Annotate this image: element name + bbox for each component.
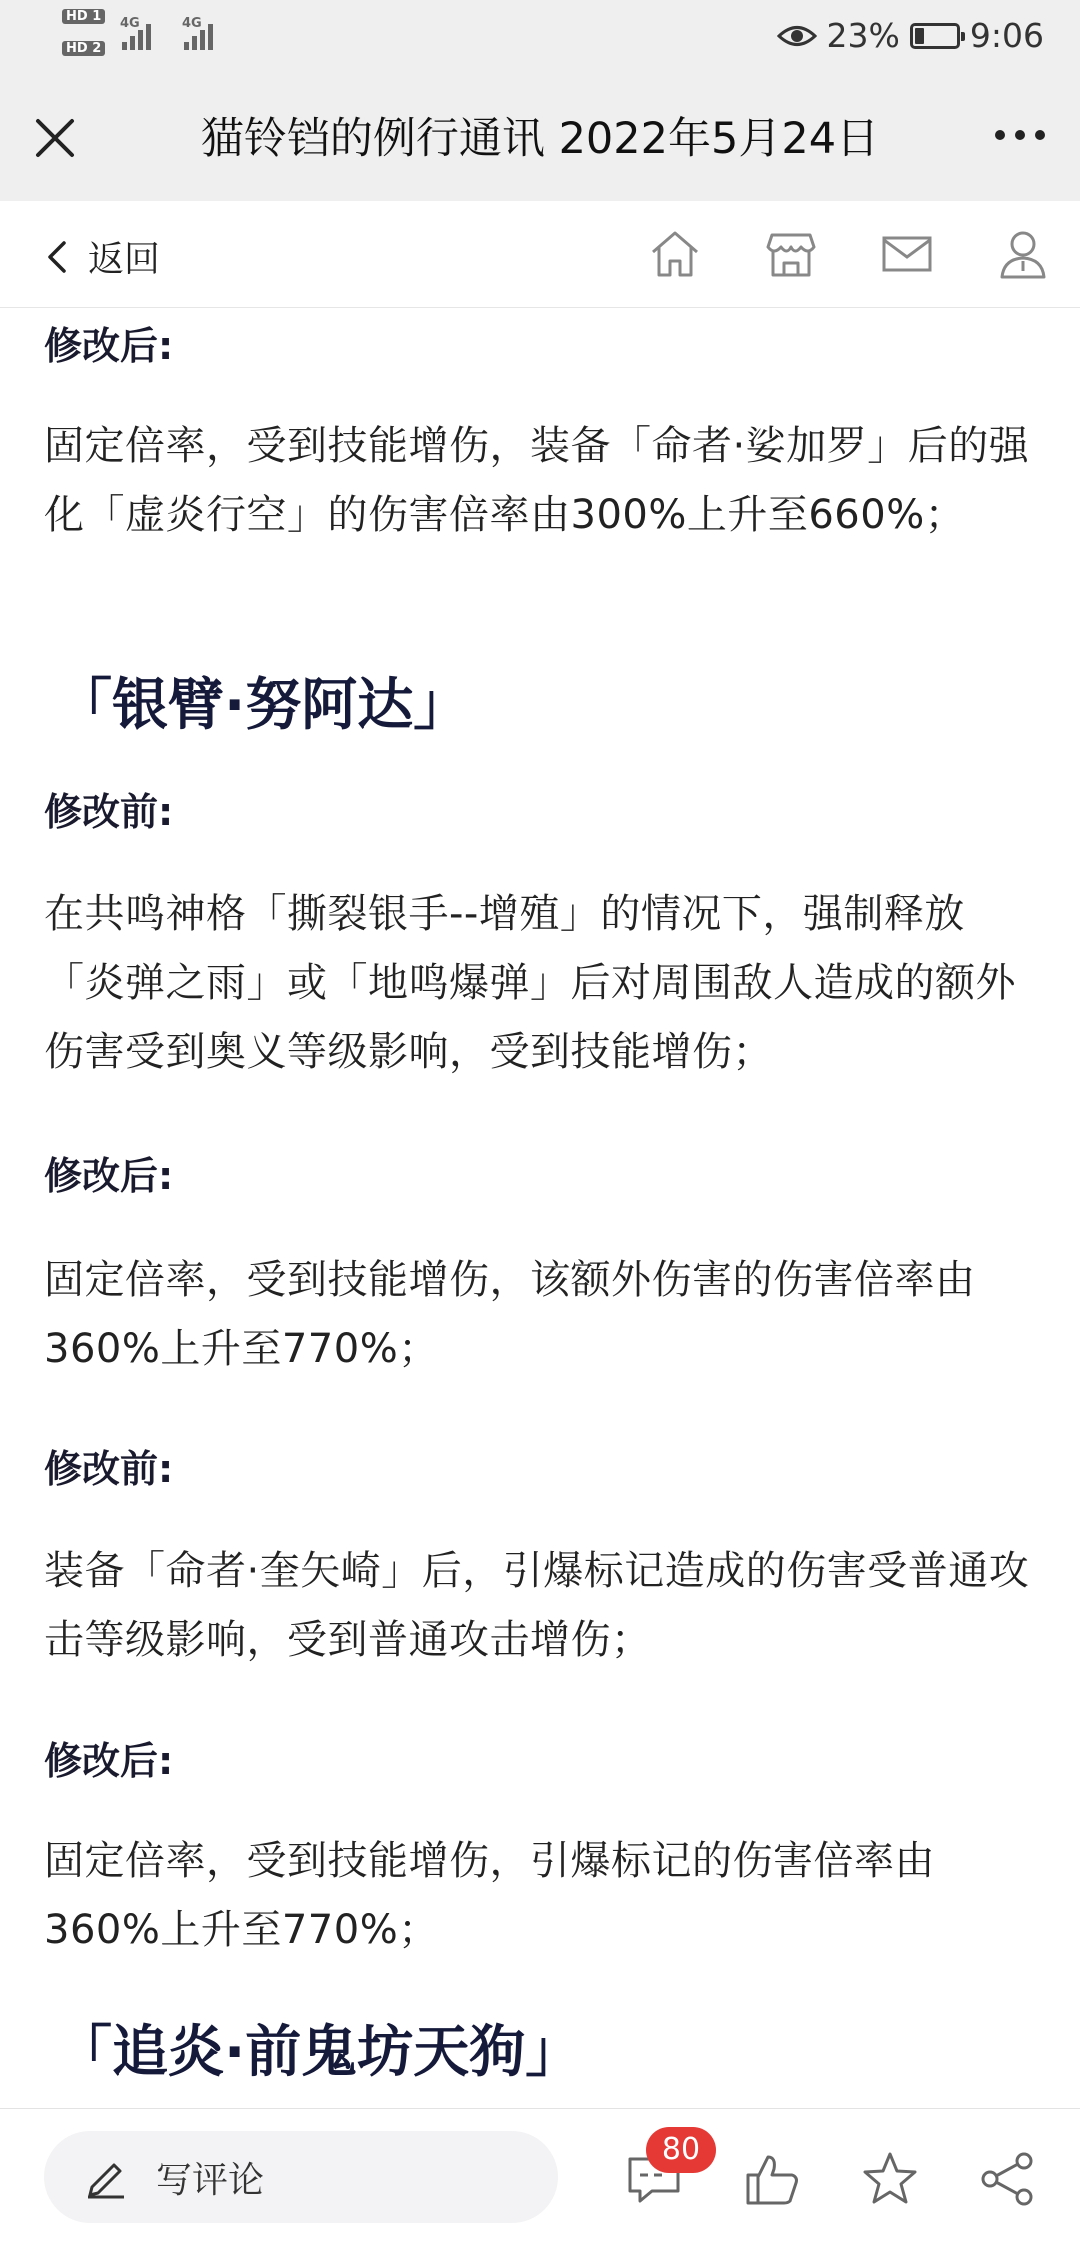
star-icon[interactable]	[860, 2149, 920, 2209]
nav-icons	[648, 227, 1050, 281]
label-before: 修改前:	[44, 1447, 174, 1491]
status-bar	[0, 0, 1080, 75]
chevron-left-icon	[44, 239, 68, 275]
nav-bar	[0, 201, 1080, 308]
battery-percent: 23%	[826, 16, 900, 55]
comment-placeholder: 写评论	[156, 2159, 265, 2201]
paragraph: 装备「命者·奎矢崎」后，引爆标记造成的伤害受普通攻击等级影响，受到普通攻击增伤；	[44, 1548, 1030, 1663]
more-icon[interactable]	[990, 115, 1050, 155]
section-heading: 「追炎·前鬼坊天狗」	[56, 2020, 582, 2085]
status-right	[777, 16, 1044, 55]
sim2-indicator: HD 2	[62, 40, 108, 56]
user-icon[interactable]	[996, 227, 1050, 281]
page-title: 猫铃铛的例行通讯 2022年5月24日	[200, 114, 880, 164]
signal-icon: 4G	[122, 18, 151, 50]
label-after: 修改后:	[44, 1154, 174, 1198]
paragraph: 在共鸣神格「撕裂银手--增殖」的情况下，强制释放「炎弹之雨」或「地鸣爆弹」后对周围敌人造成的额外伤害受到奥义等级影响，受到技能增伤；	[44, 891, 1016, 1075]
label-before: 修改前:	[44, 790, 174, 834]
section-heading: 「银臂·努阿达」	[56, 673, 470, 738]
clock: 9:06	[969, 16, 1044, 55]
share-icon[interactable]	[978, 2149, 1038, 2209]
comment-count-badge: 80	[646, 2127, 716, 2173]
back-label: 返回	[88, 239, 161, 280]
paragraph: 固定倍率，受到技能增伤，该额外伤害的伤害倍率由360%上升至770%；	[44, 1257, 976, 1372]
comment-input[interactable]	[44, 2131, 558, 2223]
mail-icon[interactable]	[880, 227, 934, 281]
like-icon[interactable]	[742, 2149, 802, 2209]
signal-icon-2: 4G	[184, 18, 213, 50]
pen-icon	[84, 2155, 128, 2199]
label-after: 修改后:	[44, 324, 174, 368]
store-icon[interactable]	[764, 227, 818, 281]
close-icon[interactable]	[30, 113, 80, 163]
eye-icon	[777, 21, 817, 51]
home-icon[interactable]	[648, 227, 702, 281]
label-after: 修改后:	[44, 1739, 174, 1783]
title-bar	[0, 75, 1080, 201]
paragraph: 固定倍率，受到技能增伤，引爆标记的伤害倍率由360%上升至770%；	[44, 1838, 935, 1953]
back-button[interactable]	[44, 231, 160, 282]
sim1-indicator: HD 1	[62, 8, 108, 24]
article-content	[0, 307, 1080, 2107]
bottom-bar	[0, 2108, 1080, 2245]
battery-icon	[910, 23, 960, 49]
paragraph: 固定倍率，受到技能增伤，装备「命者·娑加罗」后的强化「虚炎行空」的伤害倍率由300%上升至660%；	[44, 423, 1030, 538]
